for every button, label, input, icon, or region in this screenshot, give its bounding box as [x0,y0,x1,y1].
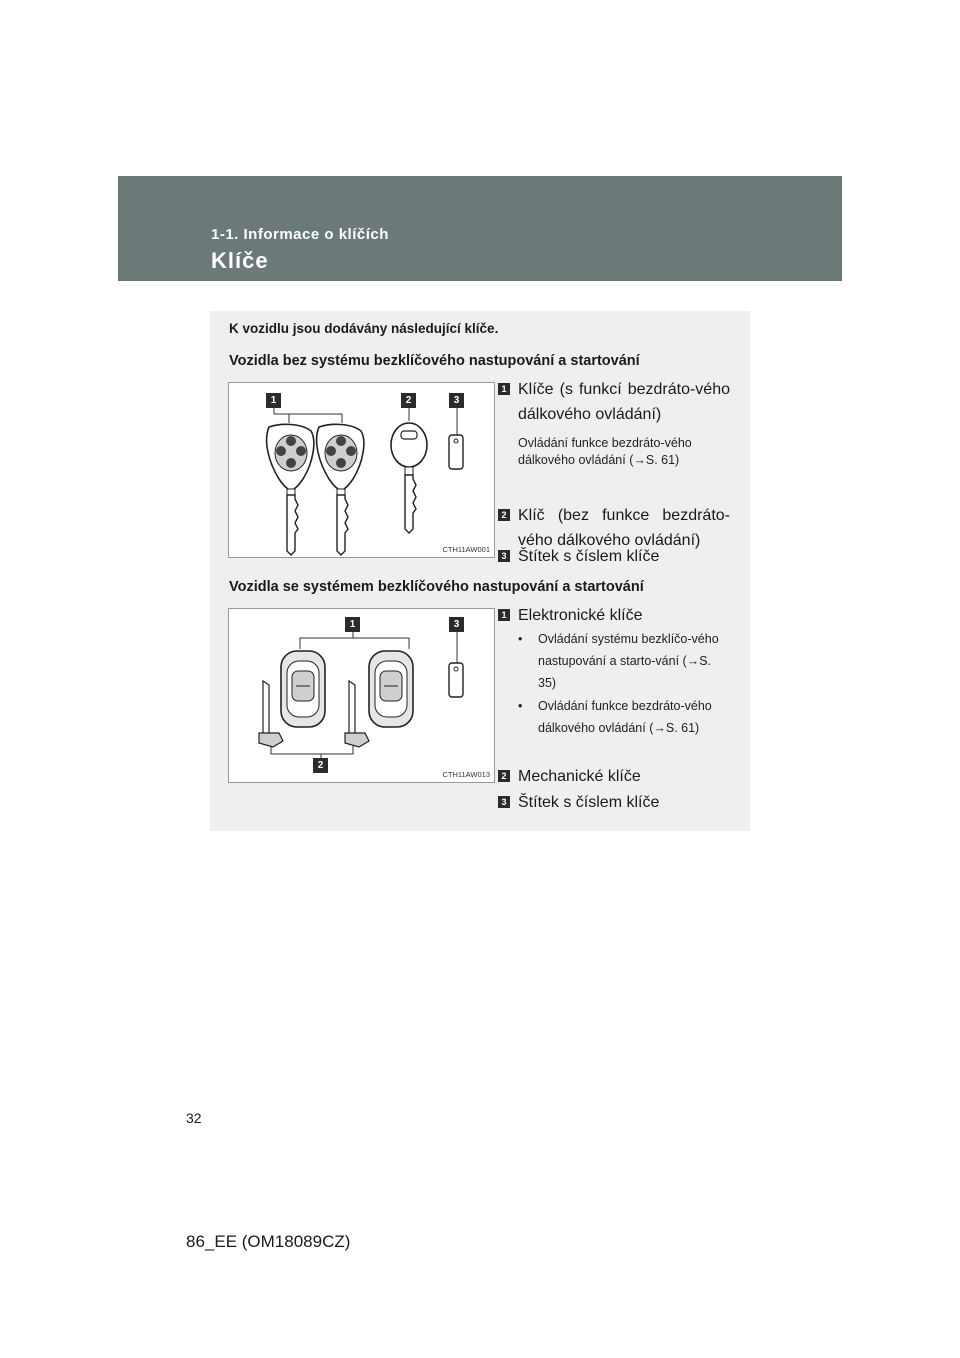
list-item [498,377,730,427]
bullet-text: Ovládání systému bezklíčo-vého nastupování a starto-vání (→S. 35) [538,632,719,690]
item-number: 1 [498,609,510,621]
figure-code: CTH11AW013 [442,770,490,779]
section2-heading: Vozidla se systémem bezklíčového nastupování a startování [229,579,644,595]
figure-code: CTH11AW001 [442,545,490,554]
section-label: 1-1. Informace o klíčích [211,226,389,243]
electronic-key-2 [369,651,413,727]
list-item [498,764,730,789]
item-number: 3 [498,796,510,808]
figure-keys-without-keyless [228,382,495,558]
remote-key-2 [317,424,364,555]
callout-1: 1 [345,617,360,632]
item-note: Ovládání funkce bezdráto-vého dálkového ovládání (→S. 61) [518,436,692,467]
callout-2: 2 [313,758,328,773]
bullet-item [518,695,730,739]
item-label: Štítek s číslem klíče [518,794,660,811]
content-panel [210,311,750,831]
mechanical-key-2 [345,681,369,747]
intro-text: K vozidlu jsou dodávány následující klíče. [229,321,499,336]
page-number: 32 [186,1110,202,1126]
footer-code: 86_EE (OM18089CZ) [186,1232,351,1251]
item-label: Štítek s číslem klíče [518,548,660,565]
item-label: Elektronické klíče [518,607,643,624]
page-title: Klíče [211,248,269,273]
bullet-dot: • [518,632,523,646]
list-item [498,603,730,628]
bullet-dot: • [518,699,523,713]
item-label: Klíče (s funkcí bezdráto-vého dálkového ovládání) [518,381,730,423]
chapter-header [118,176,842,281]
list-item [498,544,730,569]
item-label: Klíč (bez funkce bezdráto-vého dálkového ovládání) [518,507,730,549]
key-number-plate [449,663,463,697]
item-number: 2 [498,509,510,521]
section1-heading: Vozidla bez systému bezklíčového nastupování a startování [229,353,640,369]
key-number-plate [449,435,463,469]
smart-keys-illustration [229,609,494,782]
callout-2: 2 [401,393,416,408]
figure-keys-with-keyless [228,608,495,783]
bullet-text: Ovládání funkce bezdráto-vého dálkového ovládání (→S. 61) [538,699,712,735]
item-number: 2 [498,770,510,782]
callout-3: 3 [449,393,464,408]
plain-key [391,423,427,533]
callout-1: 1 [266,393,281,408]
list-item [498,790,730,815]
item-number: 1 [498,383,510,395]
bullet-item [518,628,730,694]
mechanical-key-1 [259,681,283,747]
item-label: Mechanické klíče [518,768,641,785]
remote-key-1 [267,424,314,555]
item-number: 3 [498,550,510,562]
callout-3: 3 [449,617,464,632]
electronic-key-1 [281,651,325,727]
keys-illustration [229,383,494,557]
